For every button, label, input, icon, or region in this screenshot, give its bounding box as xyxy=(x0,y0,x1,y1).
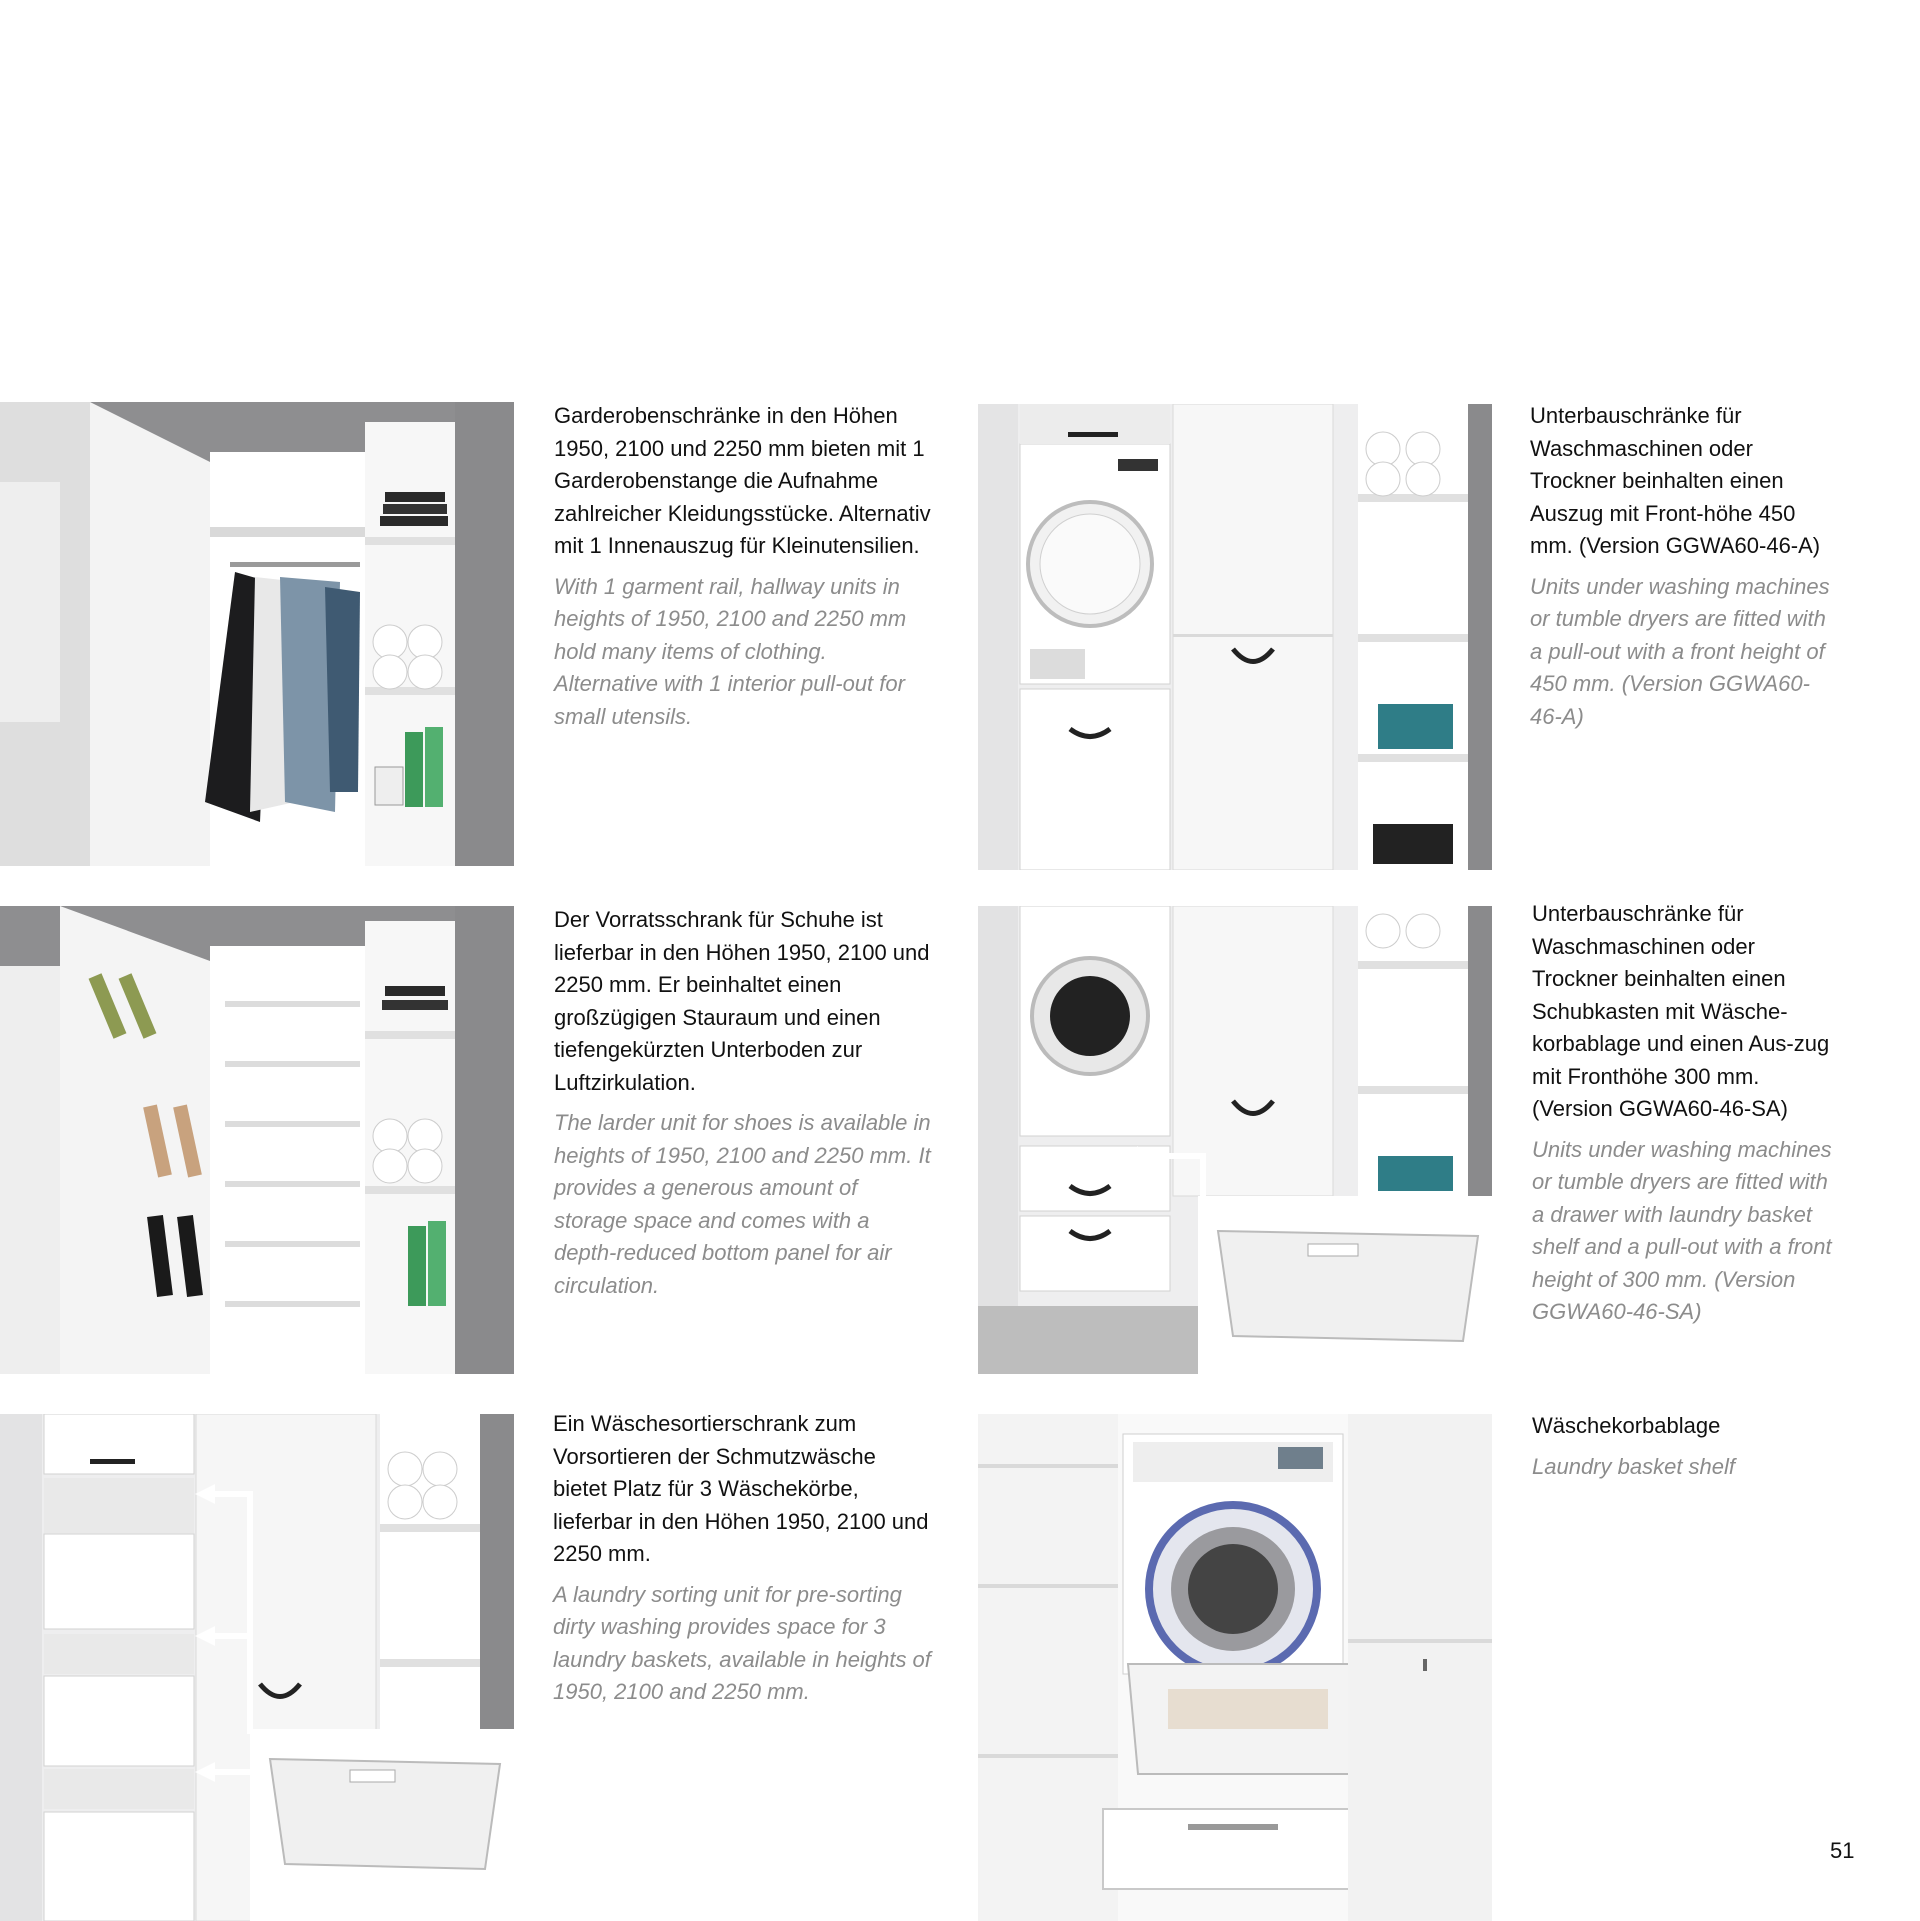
sorting-unit-description-en: A laundry sorting unit for pre-sorting dirty washing provides space for 3 laundry baskets, available in heights of 1950, 2100 and 2250 mm. xyxy=(553,1581,931,1704)
section-2-text xyxy=(1530,400,1830,733)
section-6-text xyxy=(1532,1410,1832,1483)
washer-drawer-description-en: Units under washing machines or tumble dryers are fitted with a drawer with laundry basket shelf and a pull-out with a front height of 300 mm. (Version GGWA60-46-SA) xyxy=(1532,1136,1832,1324)
sorting-unit-description-de: Ein Wäschesortierschrank zum Vorsortieren der Schmutzwäsche bietet Platz für 3 Wäschekörbe, lieferbar in den Höhen 1950, 2100 und 2250 mm. xyxy=(553,1411,929,1566)
shoe-unit-description-en: The larder unit for shoes is available in heights of 1950, 2100 and 2250 mm. It provides a generous amount of storage space and comes with a depth-reduced bottom panel for air circulation. xyxy=(554,1110,931,1298)
wardrobe-description-de: Garderobenschränke in den Höhen 1950, 2100 und 2250 mm bieten mit 1 Garderobenstange die Aufnahme zahlreicher Kleidungsstücke. Alternativ mit 1 Innenauszug für Kleinutensilien. xyxy=(554,403,931,558)
dryer-unit-description-en: Units under washing machines or tumble dryers are fitted with a pull-out with a front height of 450 mm. (Version GGWA60-46-A) xyxy=(1530,573,1830,729)
section-5-text xyxy=(553,1408,933,1709)
sorting-unit-photo xyxy=(0,1414,514,1921)
wardrobe-photo xyxy=(0,402,514,866)
page-number: 51 xyxy=(1830,1838,1855,1863)
dryer-unit-description-de: Unterbauschränke für Waschmaschinen oder Trockner beinhalten einen Auszug mit Front-höhe 450 mm. (Version GGWA60-46-A) xyxy=(1530,403,1821,558)
shoe-unit-description-de: Der Vorratsschrank für Schuhe ist lieferbar in den Höhen 1950, 2100 und 2250 mm. Er beinhaltet einen großzügigen Stauraum und einen tiefengekürzten Unterboden zur Luftzirkulation. xyxy=(554,907,930,1095)
basket-shelf-title-de: Wäschekorbablage xyxy=(1532,1413,1721,1438)
section-1-text xyxy=(554,400,934,733)
basket-shelf-photo xyxy=(978,1414,1492,1921)
shoe-unit-photo xyxy=(0,906,514,1374)
section-4-text xyxy=(1532,898,1832,1329)
washer-drawer-description-de: Unterbauschränke für Waschmaschinen oder Trockner beinhalten einen Schubkasten mit Wäsche-korbablage und einen Aus-zug mit Fronthöhe 300 mm. (Version GGWA60-46-SA) xyxy=(1532,901,1830,1121)
dryer-unit-photo xyxy=(978,404,1492,870)
section-3-text xyxy=(554,904,934,1302)
basket-shelf-title-en: Laundry basket shelf xyxy=(1532,1453,1736,1479)
wardrobe-description-en: With 1 garment rail, hallway units in heights of 1950, 2100 and 2250 mm hold many items of clothing. Alternative with 1 interior pull-out for small utensils. xyxy=(554,573,907,729)
washer-drawer-photo xyxy=(978,906,1492,1374)
